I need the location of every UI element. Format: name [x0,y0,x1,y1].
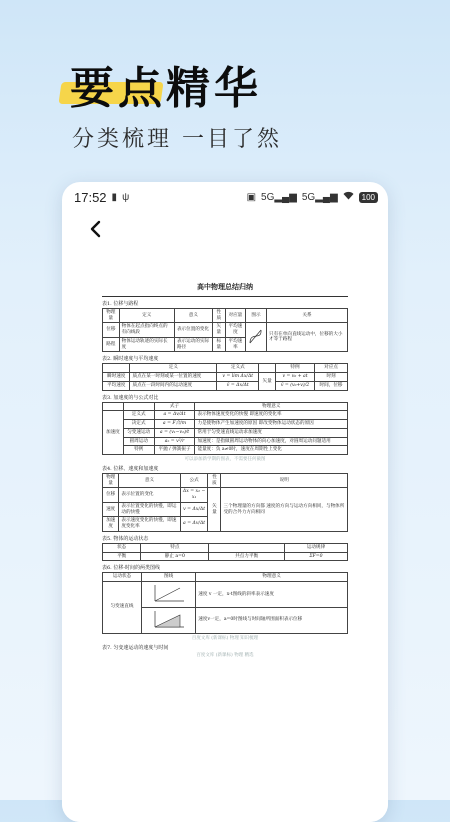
nav-bar [62,212,388,246]
cell: 路程 [103,337,120,351]
graph-cell [141,607,195,633]
watermark: 百度文库 (新课标) 物理 精选 [196,652,254,658]
cell: 平均速率 [225,337,245,351]
promo-subtitle: 分类梳理 一目了然 [72,127,282,152]
th [103,402,124,411]
cell: 平均速度 [225,323,245,337]
th [103,364,130,373]
cell: a = (v₁−v₂)/t [154,428,195,437]
cell: 只有在单向直线运动中，位移的大小才等于路程 [266,323,347,352]
cell: a = Δv/Δt [154,411,195,420]
th: 物理意义 [195,402,348,411]
cell: 速度 v 一定，x-t图线的斜率表示速度 [196,582,348,608]
th: 运动规律 [284,543,347,552]
document-title: 高中物理总结归纳 [197,282,253,291]
cell: 表示位置的变化 [119,488,180,502]
section-title: 表5. 物体的运动状态 [102,535,149,542]
nfc-icon: ▣ [246,191,257,203]
th: 性质 [208,474,221,488]
th: 关系 [266,309,347,323]
cell: ΣF=0 [284,552,347,561]
cell: 表示物体速度变化的快慢 即速度的变化率 [195,411,348,420]
cell: 表示位置变化的快慢，即运动的快慢 [119,502,180,516]
cell-text: 三个物理量的方向都 [223,503,265,509]
path-diagram [248,327,264,345]
cell: 瞬时速度 [103,373,130,382]
th: 运动状态 [103,573,142,582]
cell: a = Δv/Δt [180,517,208,531]
cell: 决定式 [123,420,154,429]
th: 公式 [180,474,208,488]
phone-screen [62,182,388,822]
th: 定义 [119,309,174,323]
th [209,543,285,552]
th: 图线 [141,573,195,582]
cell: Δx = x₂ − x₁ [180,488,208,502]
cell: 位移 [103,488,119,502]
back-button[interactable] [84,217,108,241]
section-title: 表1. 位移与路程 [102,301,139,307]
section-title: 表2. 瞬时速度与平均速度 [102,356,159,363]
cell: 静止 a=0 [141,552,209,561]
section-title: 表6. 位移-时间的两类图线 [102,565,161,572]
signal-label: 5G [261,191,275,203]
cell: 物体在起点指向终点的有向线段 [119,323,174,337]
status-bar [62,182,388,212]
th: 对应量 [225,309,245,323]
cell-text: 速度的方向与运动方向相同，与物体所受的合外力方向相同 [223,503,345,515]
cell-text: 平抛 [158,447,168,453]
cell: 质点在某一时刻或某一位置的速度 [130,373,217,382]
cell: 表示位置的变化 [174,323,212,337]
cell: 平衡 [103,552,141,561]
th [259,364,276,373]
cell: 矢量 [212,323,225,337]
status-time: 17:52 [74,189,107,205]
th: 对应点 [315,364,348,373]
table-motion-state [102,543,348,561]
cell: 速度 [103,502,119,516]
th: 定义式 [217,364,259,373]
chevron-left-icon [89,220,103,238]
cell: 平均速度 [103,381,130,390]
cell: 矢量 [259,373,276,390]
th: 式子 [154,402,195,411]
5g-signal-icon: 5G▂▄▆ [261,191,297,203]
signal-label: 5G [301,191,316,203]
cell: 速度v一定，a=0时图线与时间轴所围面积表示位移 [196,607,348,633]
cell: 加速度：是指做圆周运动物体的向心加速度，对圆周运动问题适用 [195,437,348,446]
cell: 常用于匀变速直线运动求加速度 [195,428,348,437]
cell: 质点在一段时间内的运动速度 [130,381,217,390]
cell: 共点力平衡 [209,552,285,561]
th: 性质 [212,309,225,323]
cell: v = v₀ + at [275,373,314,382]
th [123,402,154,411]
cell: 加速度 [103,411,124,455]
usb-icon: ψ [122,191,130,203]
battery-icon: 100 [359,192,378,203]
cell: 位移 [103,323,120,337]
5g-signal-icon: 5G▂▄▆ [301,191,338,203]
cell: 标量 [212,337,225,351]
table-acceleration [102,402,348,455]
th: 定义 [130,364,217,373]
sim-icon: ▮ [111,191,118,203]
table-graphs [102,572,348,633]
cell: 物体运动轨迹的实际长度 [119,337,174,351]
cell [221,488,348,531]
th: 物理量 [103,309,120,323]
cell: aₙ = v²/r [154,437,195,446]
cell: 力是使物体产生加速度的原因 即改变物体运动状态的原因 [195,420,348,429]
th: 特例 [275,364,314,373]
cell: v = Δx/Δt [180,502,208,516]
cell: 时间，位移 [315,381,348,390]
path-diagram-cell [245,323,266,352]
cell-text: 弹簧振子 [172,447,191,453]
th: 特点 [141,543,209,552]
title-rule [102,296,348,297]
watermark: 可以添加新学期的图表，不需要任何截图 [184,457,266,463]
th: 意义 [119,474,180,488]
promo-title: 要点精华 [70,63,262,114]
cell: 加速度 [103,517,119,531]
table-displacement [102,308,348,352]
table-velocity [102,363,348,390]
th: 意义 [174,309,212,323]
cell: v̄ = (v₀+v)/2 [275,381,314,390]
cell: 匀变速直线 [103,582,142,633]
section-title: 表4. 位移、速度和加速度 [102,466,159,473]
cell: 圆周运动 [123,437,154,446]
graph-cell [141,582,195,608]
vt-graph [152,609,186,629]
cell: 平抛 / 弹簧振子 [154,446,195,455]
th: 状态 [103,543,141,552]
cell: 时刻 [315,373,348,382]
cell: 矢量 [208,488,221,531]
cell: v̄ = Δx/Δt [217,381,259,390]
section-title: 表3. 加速度的与公式对比 [102,394,159,401]
wifi-icon [343,191,354,203]
watermark: 百度文库 (新课标) 物理 知识梳理 [191,635,259,641]
th: 图示 [245,309,266,323]
section-title: 表7. 匀变速运动的速度与时间 [102,644,169,651]
th: 物理量 [103,474,119,488]
cell: v = lim Δx/Δt [217,373,259,382]
cell: 匀变速运动 [123,428,154,437]
cell: a = F合/m [154,420,195,429]
th: 说明 [221,474,348,488]
cell: 特例 [123,446,154,455]
cell: 定义式 [123,411,154,420]
cell: 能量度：负 a≠0时，速度在周期性上变化 [195,446,348,455]
document-view[interactable] [62,266,388,822]
cell: 表示运动的实际路径 [174,337,212,351]
th: 物理意义 [196,573,348,582]
xt-graph [152,583,186,603]
table-quantities [102,473,348,532]
cell: 表示速度变化的快慢，即速度变化率 [119,517,180,531]
